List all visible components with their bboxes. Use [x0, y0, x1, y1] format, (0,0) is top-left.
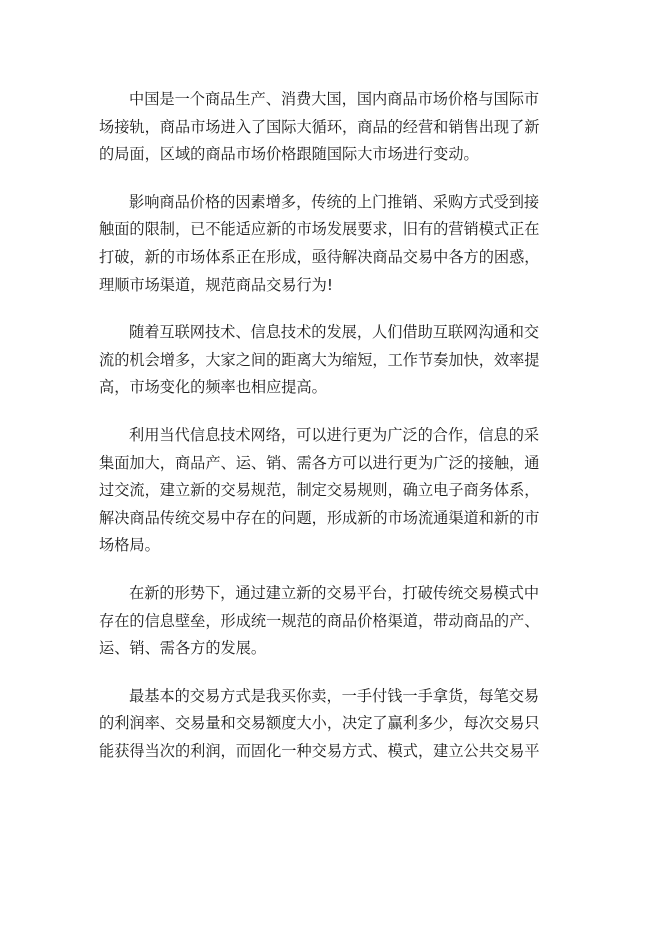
paragraph-3: 随着互联网技术、信息技术的发展，人们借助互联网沟通和交 流的机会增多，大家之间的距离大为缩短，工作节奏加快，效率提 高，市场变化的频率也相应提高。: [99, 323, 540, 397]
paragraph-6: 最基本的交易方式是我买你卖，一手付钱一手拿货，每笔交易 的利润率、交易量和交易额度大小，决定了赢利多少，每次交易只 能获得当次的利润，而固化一种交易方式、模式，建立公共交易平: [99, 686, 540, 760]
paragraph-4: 利用当代信息技术网络，可以进行更为广泛的合作，信息的采 集面加大，商品产、运、销、需各方可以进行更为广泛的接触，通 过交流，建立新的交易规范，制定交易规则，确立电子商务体系， 解决商品传统交易中存在的问题，形成新的市场流通渠道和新的市 场格局。: [99, 425, 540, 555]
paragraph-5: 在新的形势下，通过建立新的交易平台，打破传统交易模式中 存在的信息壁垒，形成统一规范的商品价格渠道，带动商品的产、 运、销、需各方的发展。: [99, 583, 540, 658]
paragraph-2: 影响商品价格的因素增多，传统的上门推销、采购方式受到接 触面的限制，已不能适应新的市场发展要求，旧有的营销模式正在 打破，新的市场体系正在形成，亟待解决商品交易中各方的困惑， 理顺市场渠道，规范商品交易行为!: [99, 192, 540, 294]
paragraph-1: 中国是一个商品生产、消费大国，国内商品市场价格与国际市 场接轨，商品市场进入了国际大循环，商品的经营和销售出现了新 的局面，区域的商品市场价格跟随国际大市场进行变动。: [99, 90, 540, 164]
document-body: [99, 86, 559, 765]
